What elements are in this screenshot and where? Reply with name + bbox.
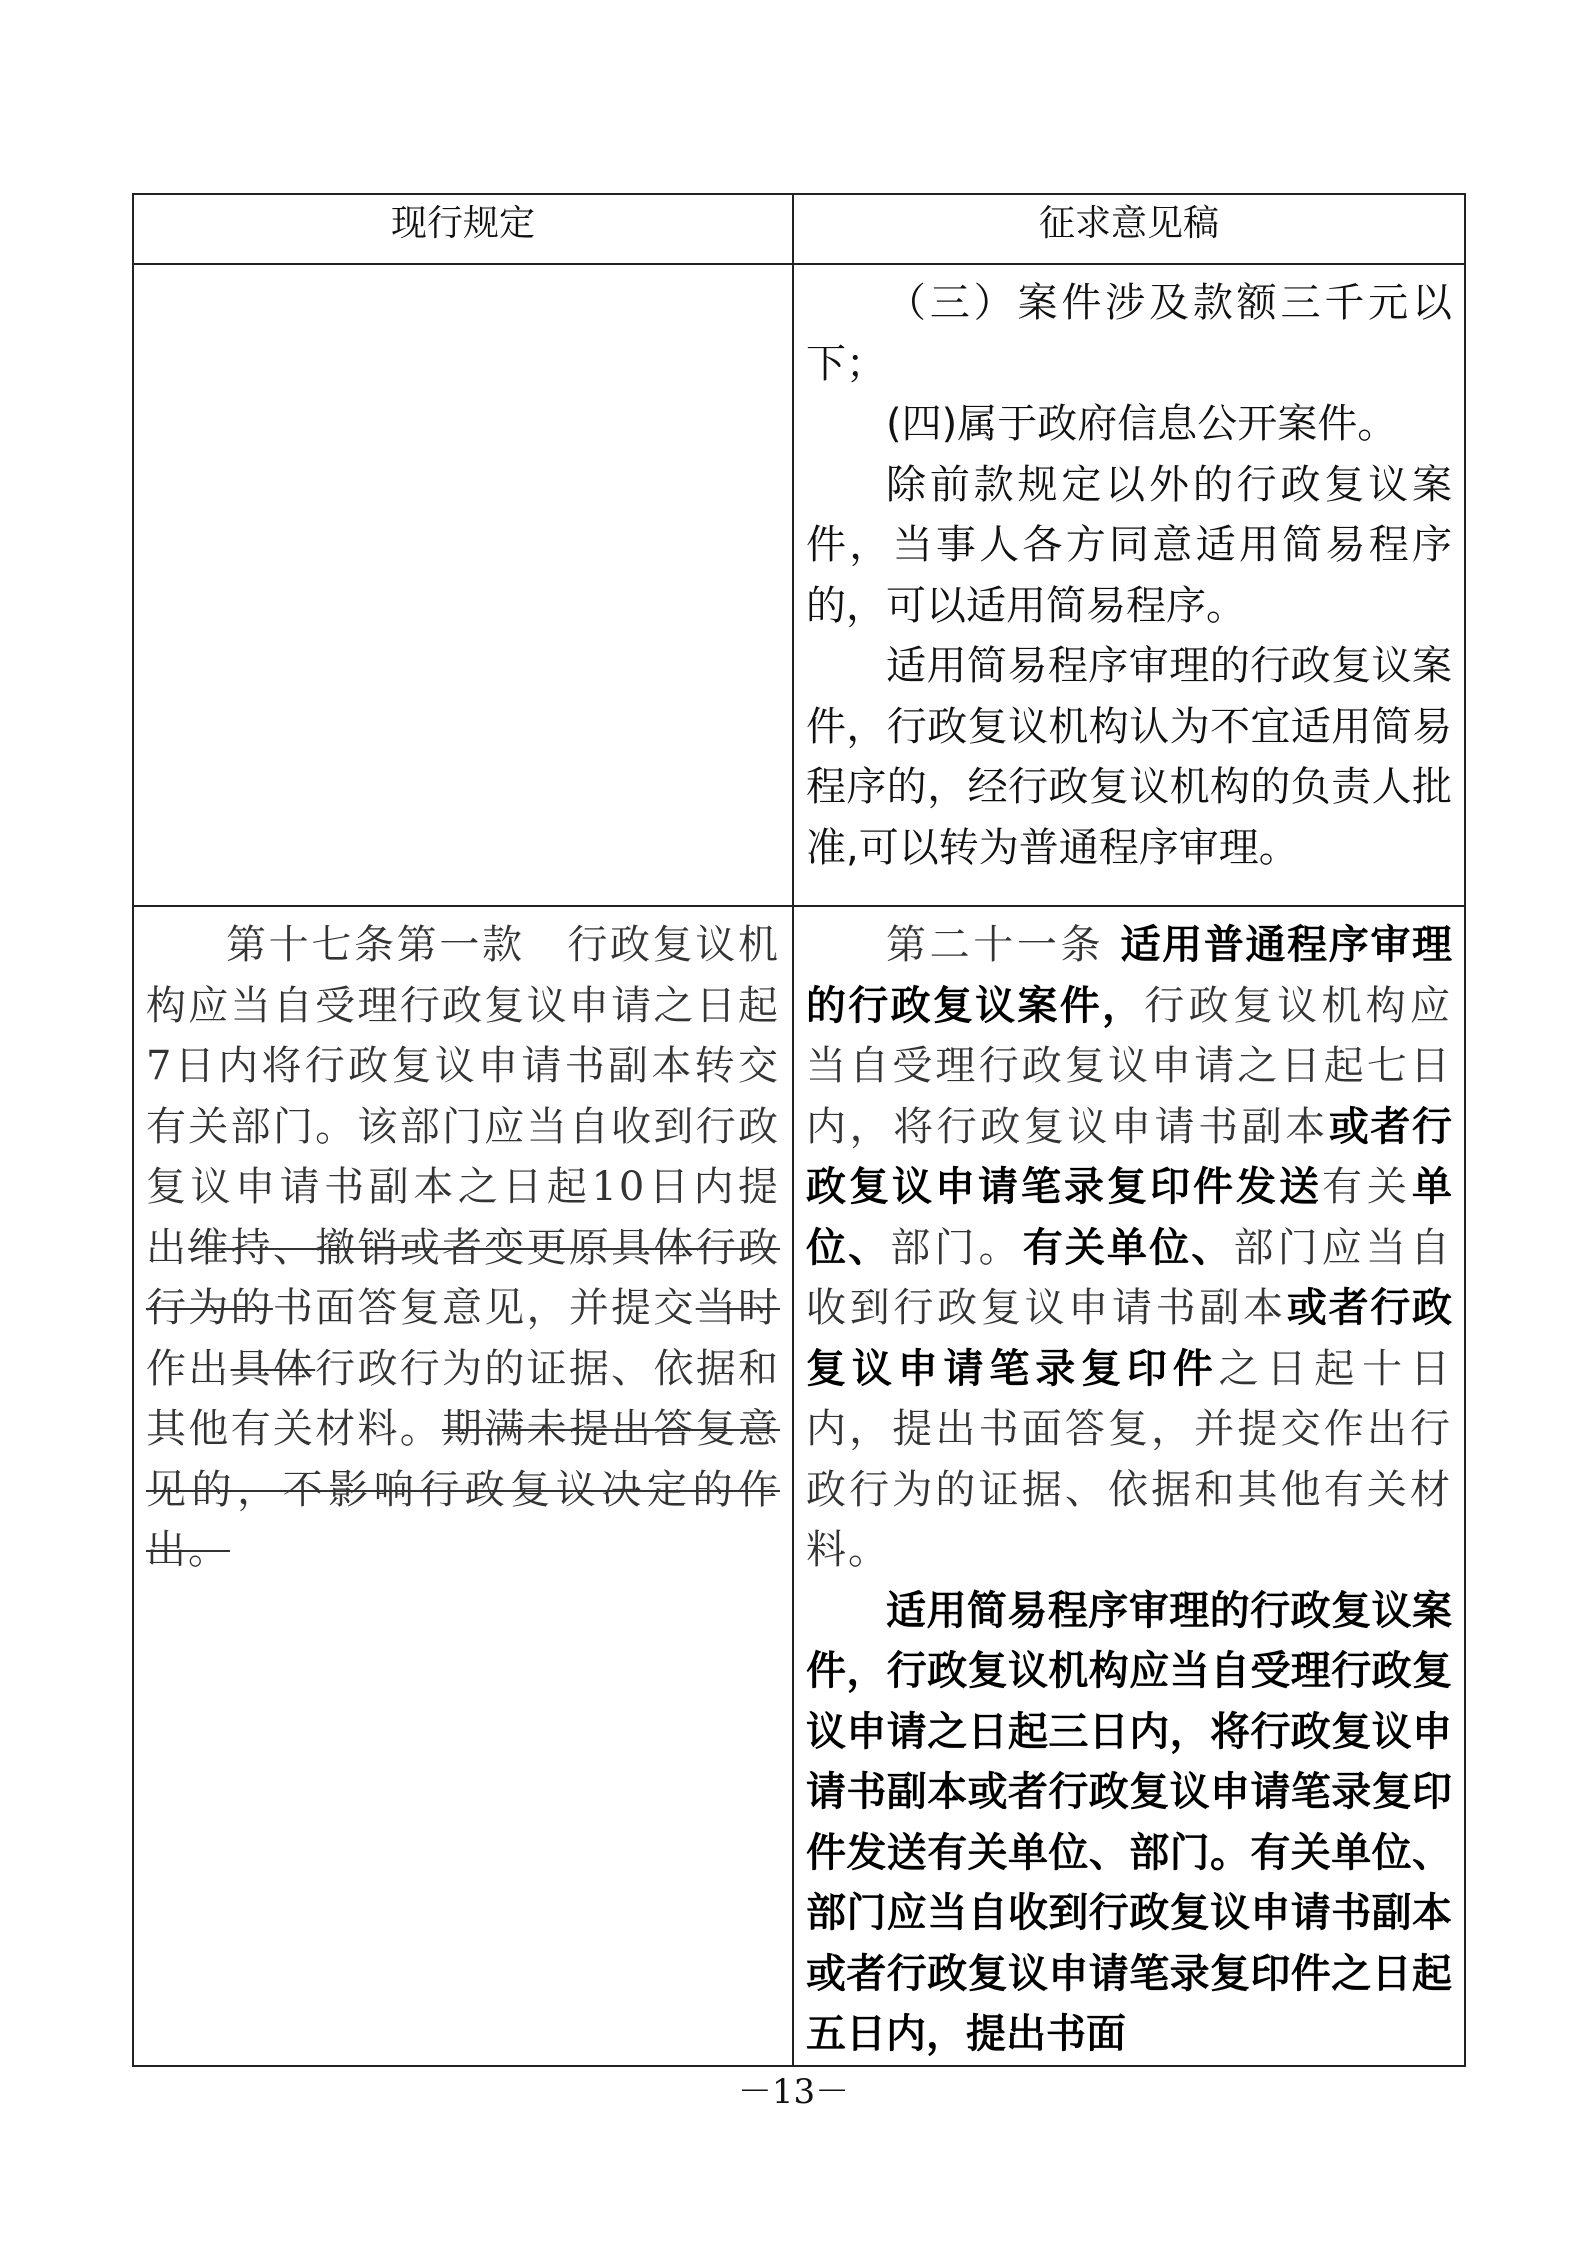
row2-draft-text bbox=[794, 907, 1464, 2065]
row1-draft-text bbox=[794, 265, 1464, 878]
draft-paragraph-simple-procedure-consent: 除前款规定以外的行政复议案件，当事人各方同意适用简易程序的，可以适用简易程序。 bbox=[806, 461, 1452, 629]
article-text: 书面答复意见，并提交 bbox=[272, 1285, 696, 1331]
row2-draft-cell bbox=[793, 906, 1465, 2066]
article-text: 作出 bbox=[146, 1345, 231, 1392]
article-text: 行政行为的证据、依据和其他有关材料。 bbox=[146, 1345, 781, 1452]
article-text: 有关 bbox=[1322, 1164, 1412, 1210]
added-text: 适用普通程序审理的行政复议案件， bbox=[806, 922, 1453, 1029]
article-text: 之日起十日内，提出书面答复，并提交作出行政行为的证据、依据和其他有关材料。 bbox=[806, 1345, 1453, 1573]
row1-current-text bbox=[134, 265, 792, 273]
article-17-paragraph-1 bbox=[146, 915, 780, 1581]
comparison-table bbox=[132, 193, 1466, 2067]
added-text: 有关单位、 bbox=[1022, 1224, 1234, 1271]
row2-current-cell bbox=[133, 906, 793, 2066]
article-text: 行政复议机构应当自受理行政复议申请之日起七日内，将行政复议申请书副本 bbox=[806, 982, 1453, 1150]
deleted-text: 当时 bbox=[695, 1285, 781, 1331]
header-current-rules: 现行规定 bbox=[133, 194, 793, 264]
draft-paragraph-convert-procedure: 适用简易程序审理的行政复议案件，行政复议机构认为不宜适用简易程序的，经行政复议机构的负责人批准,可以转为普通程序审理。 bbox=[806, 643, 1452, 871]
article-text: 部门应当自收到行政复议申请书副本 bbox=[806, 1224, 1453, 1331]
page-number: －13－ bbox=[737, 2072, 850, 2112]
header-draft-for-comment: 征求意见稿 bbox=[793, 194, 1465, 264]
article-text: 部门。 bbox=[890, 1224, 1023, 1271]
row2-current-text bbox=[134, 907, 792, 1581]
deleted-text: 具体 bbox=[230, 1345, 316, 1392]
article-number: 第二十一条 bbox=[886, 922, 1105, 968]
draft-item-four: (四)属于政府信息公开案件。 bbox=[886, 401, 1398, 447]
draft-item-three: （三）案件涉及款额三千元以下； bbox=[806, 280, 1452, 387]
added-text: 或者行政复议申请笔录复印件 bbox=[806, 1285, 1453, 1392]
article-text: 第十七条第一款 行政复议机构应当自受理行政复议申请之日起7日内将行政复议申请书副本转交有关部门。该部门应当自收到行政复议申请书副本之日起10日内提出 bbox=[146, 922, 780, 1271]
article-21-paragraph-1 bbox=[806, 915, 1452, 1581]
article-21-paragraph-2: 适用简易程序审理的行政复议案件，行政复议机构应当自受理行政复议申请之日起三日内，将行政复议申请书副本或者行政复议申请笔录复印件发送有关单位、部门。有关单位、部门应当自收到行政复议申请书副本或者行政复议申请笔录复印件之日起五日内，提出书面 bbox=[806, 1587, 1452, 2057]
deleted-text: 期满未提出答复意见的，不影响行政复议决定的作出。 bbox=[146, 1406, 780, 1573]
deleted-text: 维持、撤销或者变更原具体行政行为的 bbox=[146, 1224, 781, 1331]
added-text: 单位、 bbox=[806, 1164, 1452, 1271]
table-header-row bbox=[133, 194, 1465, 264]
table-row bbox=[133, 906, 1465, 2066]
row1-draft-cell bbox=[793, 264, 1465, 906]
added-text: 或者行政复议申请笔录复印件发送 bbox=[806, 1103, 1453, 1210]
row1-current-cell bbox=[133, 264, 793, 906]
table-row bbox=[133, 264, 1465, 906]
